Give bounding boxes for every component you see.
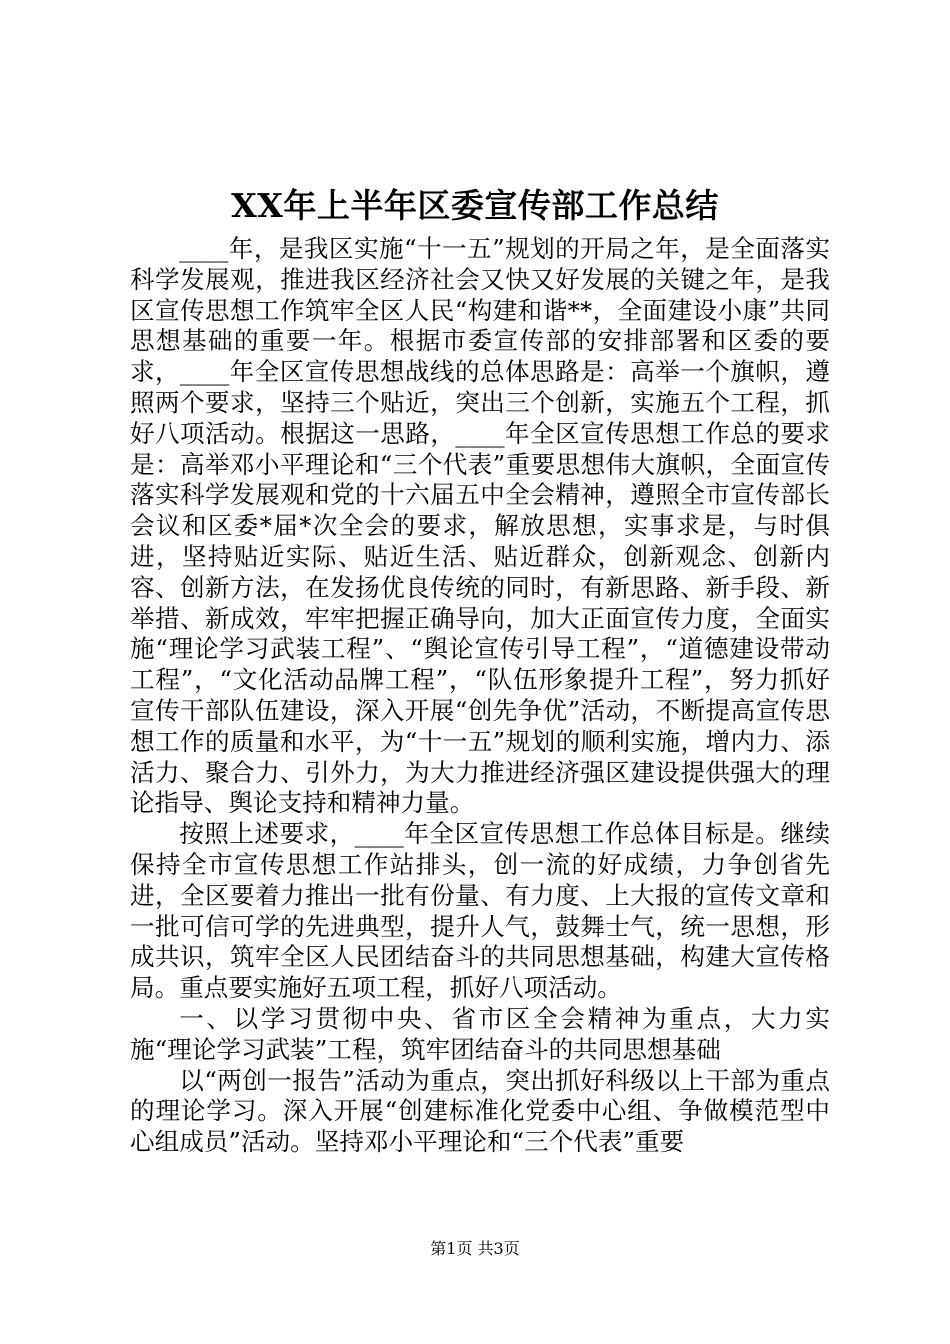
document-body — [130, 234, 830, 1158]
paragraph-section-1: 以“两创一报告”活动为重点，突出抓好科级以上干部为重点的理论学习。深入开展“创建标准化党委中心组、争做模范型中心组成员”活动。坚持邓小平理论和“三个代表”重要 — [130, 1065, 830, 1157]
page-number-footer: 第1页 共3页 — [430, 1239, 520, 1258]
section-heading-1: 一、以学习贯彻中央、省市区全会精神为重点，大力实施“理论学习武装”工程，筑牢团结奋斗的共同思想基础 — [130, 1003, 830, 1064]
document-title: XX年上半年区委宣传部工作总结 — [231, 186, 719, 225]
paragraph-intro: ____年，是我区实施“十一五”规划的开局之年，是全面落实科学发展观，推进我区经济社会又快又好发展的关键之年，是我区宣传思想工作筑牢全区人民“构建和谐**，全面建设小康”共同思想基础的重要一年。根据市委宣传部的安排部署和区委的要求，____年全区宣传思想战线的总体思路是：高举一个旗帜，遵照两个要求，坚持三个贴近，突出三个创新，实施五个工程，抓好八项活动。根据这一思路，____年全区宣传思想工作总的要求是：高举邓小平理论和“三个代表”重要思想伟大旗帜，全面宣传落实科学发展观和党的十六届五中全会精神，遵照全市宣传部长会议和区委*届*次全会的要求，解放思想，实事求是，与时俱进，坚持贴近实际、贴近生活、贴近群众，创新观念、创新内容、创新方法，在发扬优良传统的同时，有新思路、新手段、新举措、新成效，牢牢把握正确导向，加大正面宣传力度，全面实施“理论学习武装工程”、“舆论宣传引导工程”，“道德建设带动工程”，“文化活动品牌工程”，“队伍形象提升工程”，努力抓好宣传干部队伍建设，深入开展“创先争优”活动，不断提高宣传思想工作的质量和水平，为“十一五”规划的顺利实施，增内力、添活力、聚合力、引外力，为大力推进经济强区建设提供强大的理论指导、舆论支持和精神力量。 — [130, 234, 830, 818]
paragraph-goals: 按照上述要求，____年全区宣传思想工作总体目标是。继续保持全市宣传思想工作站排头，创一流的好成绩，力争创省先进，全区要着力推出一批有份量、有力度、上大报的宣传文章和一批可信可学的先进典型，提升人气，鼓舞士气，统一思想，形成共识，筑牢全区人民团结奋斗的共同思想基础，构建大宣传格局。重点要实施好五项工程，抓好八项活动。 — [130, 819, 830, 1003]
